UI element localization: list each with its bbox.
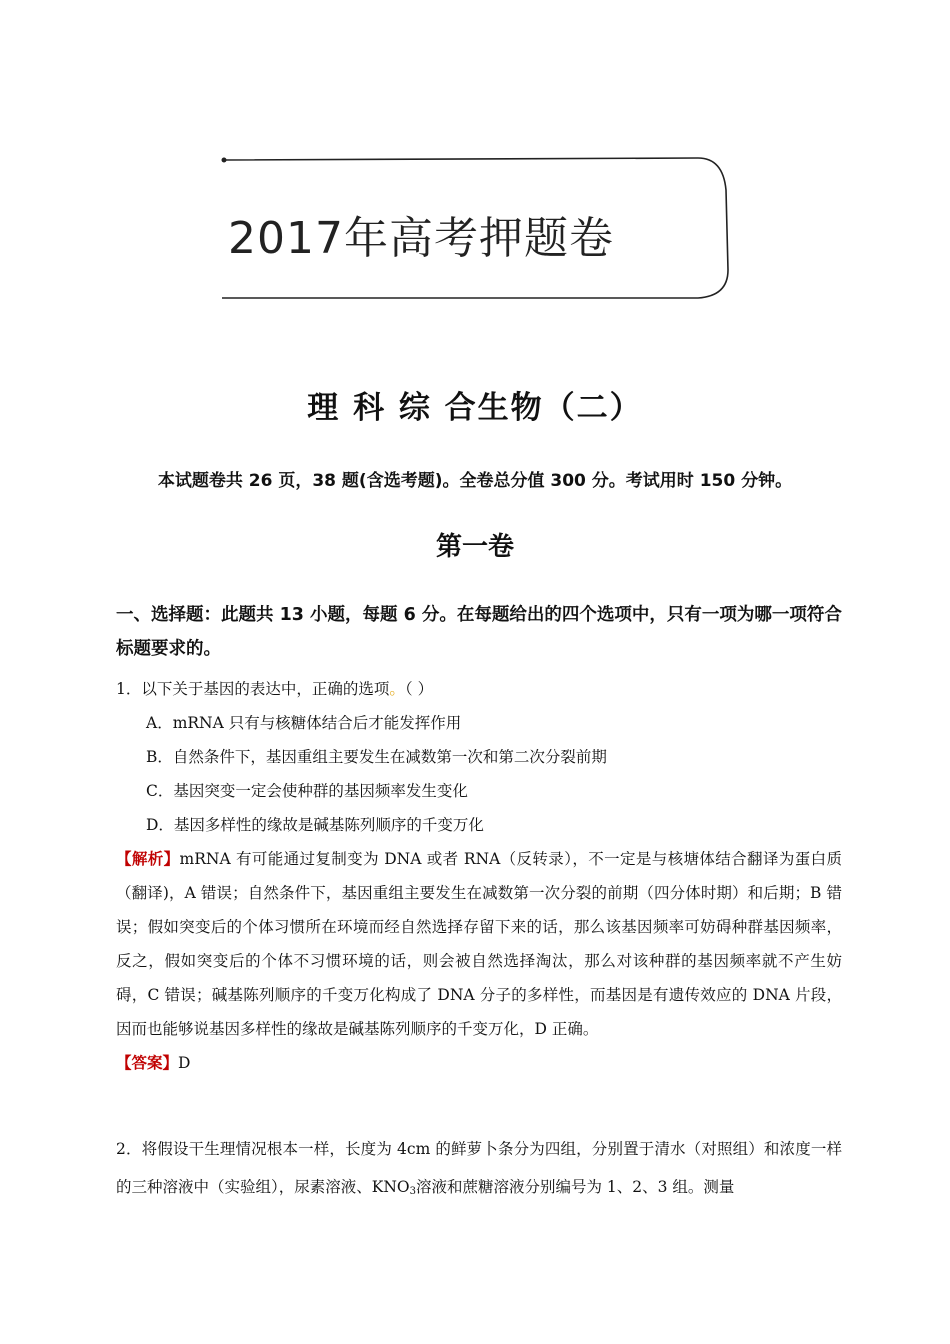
question-1 (116, 672, 842, 1080)
answer-tag: 【答案】 (116, 1054, 179, 1072)
analysis-text: mRNA 有可能通过复制变为 DNA 或者 RNA（反转录），不一定是与核塘体结合翻译为蛋白质（翻译)，A 错误；自然条件下，基因重组主要发生在减数第一次分裂的前期（四分体时期）和后期；B 错误；假如突变后的个体习惯所在环境而经自然选择存留下来的话，那么该基因频率可妨碍种群基因频率，反之，假如突变后的个体不习惯环境的话，则会被自然选择淘汰，那么对该种群的基因频率就不产生妨碍，C 错误；碱基陈列顺序的千变万化构成了 DNA 分子的多样性，而基因是有遗传效应的 DNA 片段，因而也能够说基因多样性的缘故是碱基陈列顺序的千变万化，D 正确。 (116, 850, 842, 1038)
volume-title: 第一卷 (435, 532, 514, 562)
exam-info: 本试题卷共 26 页，38 题(含选考题)。全卷总分值 300 分。考试用时 150 分钟。 (157, 471, 793, 491)
answer-value: D (178, 1054, 191, 1072)
option-c: C．基因突变一定会使种群的基因频率发生变化 (146, 782, 468, 800)
option-a: A．mRNA 只有与核糖体结合后才能发挥作用 (146, 714, 462, 732)
subject-title: 理 科 综 合生物（二） (307, 390, 643, 426)
option-d: D．基因多样性的缘故是碱基陈列顺序的千变万化 (146, 816, 484, 834)
question-2-text-b: 溶液和蔗糖溶液分别编号为 1、2、3 组。测量 (415, 1178, 735, 1196)
option-b: B．自然条件下，基因重组主要发生在减数第一次和第二次分裂前期 (146, 748, 607, 766)
answer-blank: （ ） (404, 680, 434, 698)
question-2 (116, 1130, 842, 1211)
answer-line (116, 1046, 842, 1080)
analysis-tag: 【解析】 (116, 850, 180, 868)
question-1-stem-text: 1．以下关于基因的表达中，正确的选项 (116, 680, 390, 698)
section-heading: 一、选择题：此题共 13 小题，每题 6 分。在每题给出的四个选项中，只有一项为哪一项符合标题要求的。 (116, 605, 842, 659)
question-1-stem (116, 672, 842, 706)
question-2-text-a: 2．将假设干生理情况根本一样，长度为 4cm 的鲜萝卜条分为四组，分别置于清水（对照组）和浓度一样的三种溶液中（实验组），尿素溶液、KNO (116, 1140, 842, 1196)
banner-title: 2017年高考押题卷 (228, 213, 614, 264)
stem-dot: 。 (389, 680, 405, 698)
title-banner (218, 150, 738, 310)
question-2-subscript: 3 (409, 1186, 416, 1197)
analysis-paragraph (116, 842, 842, 1046)
